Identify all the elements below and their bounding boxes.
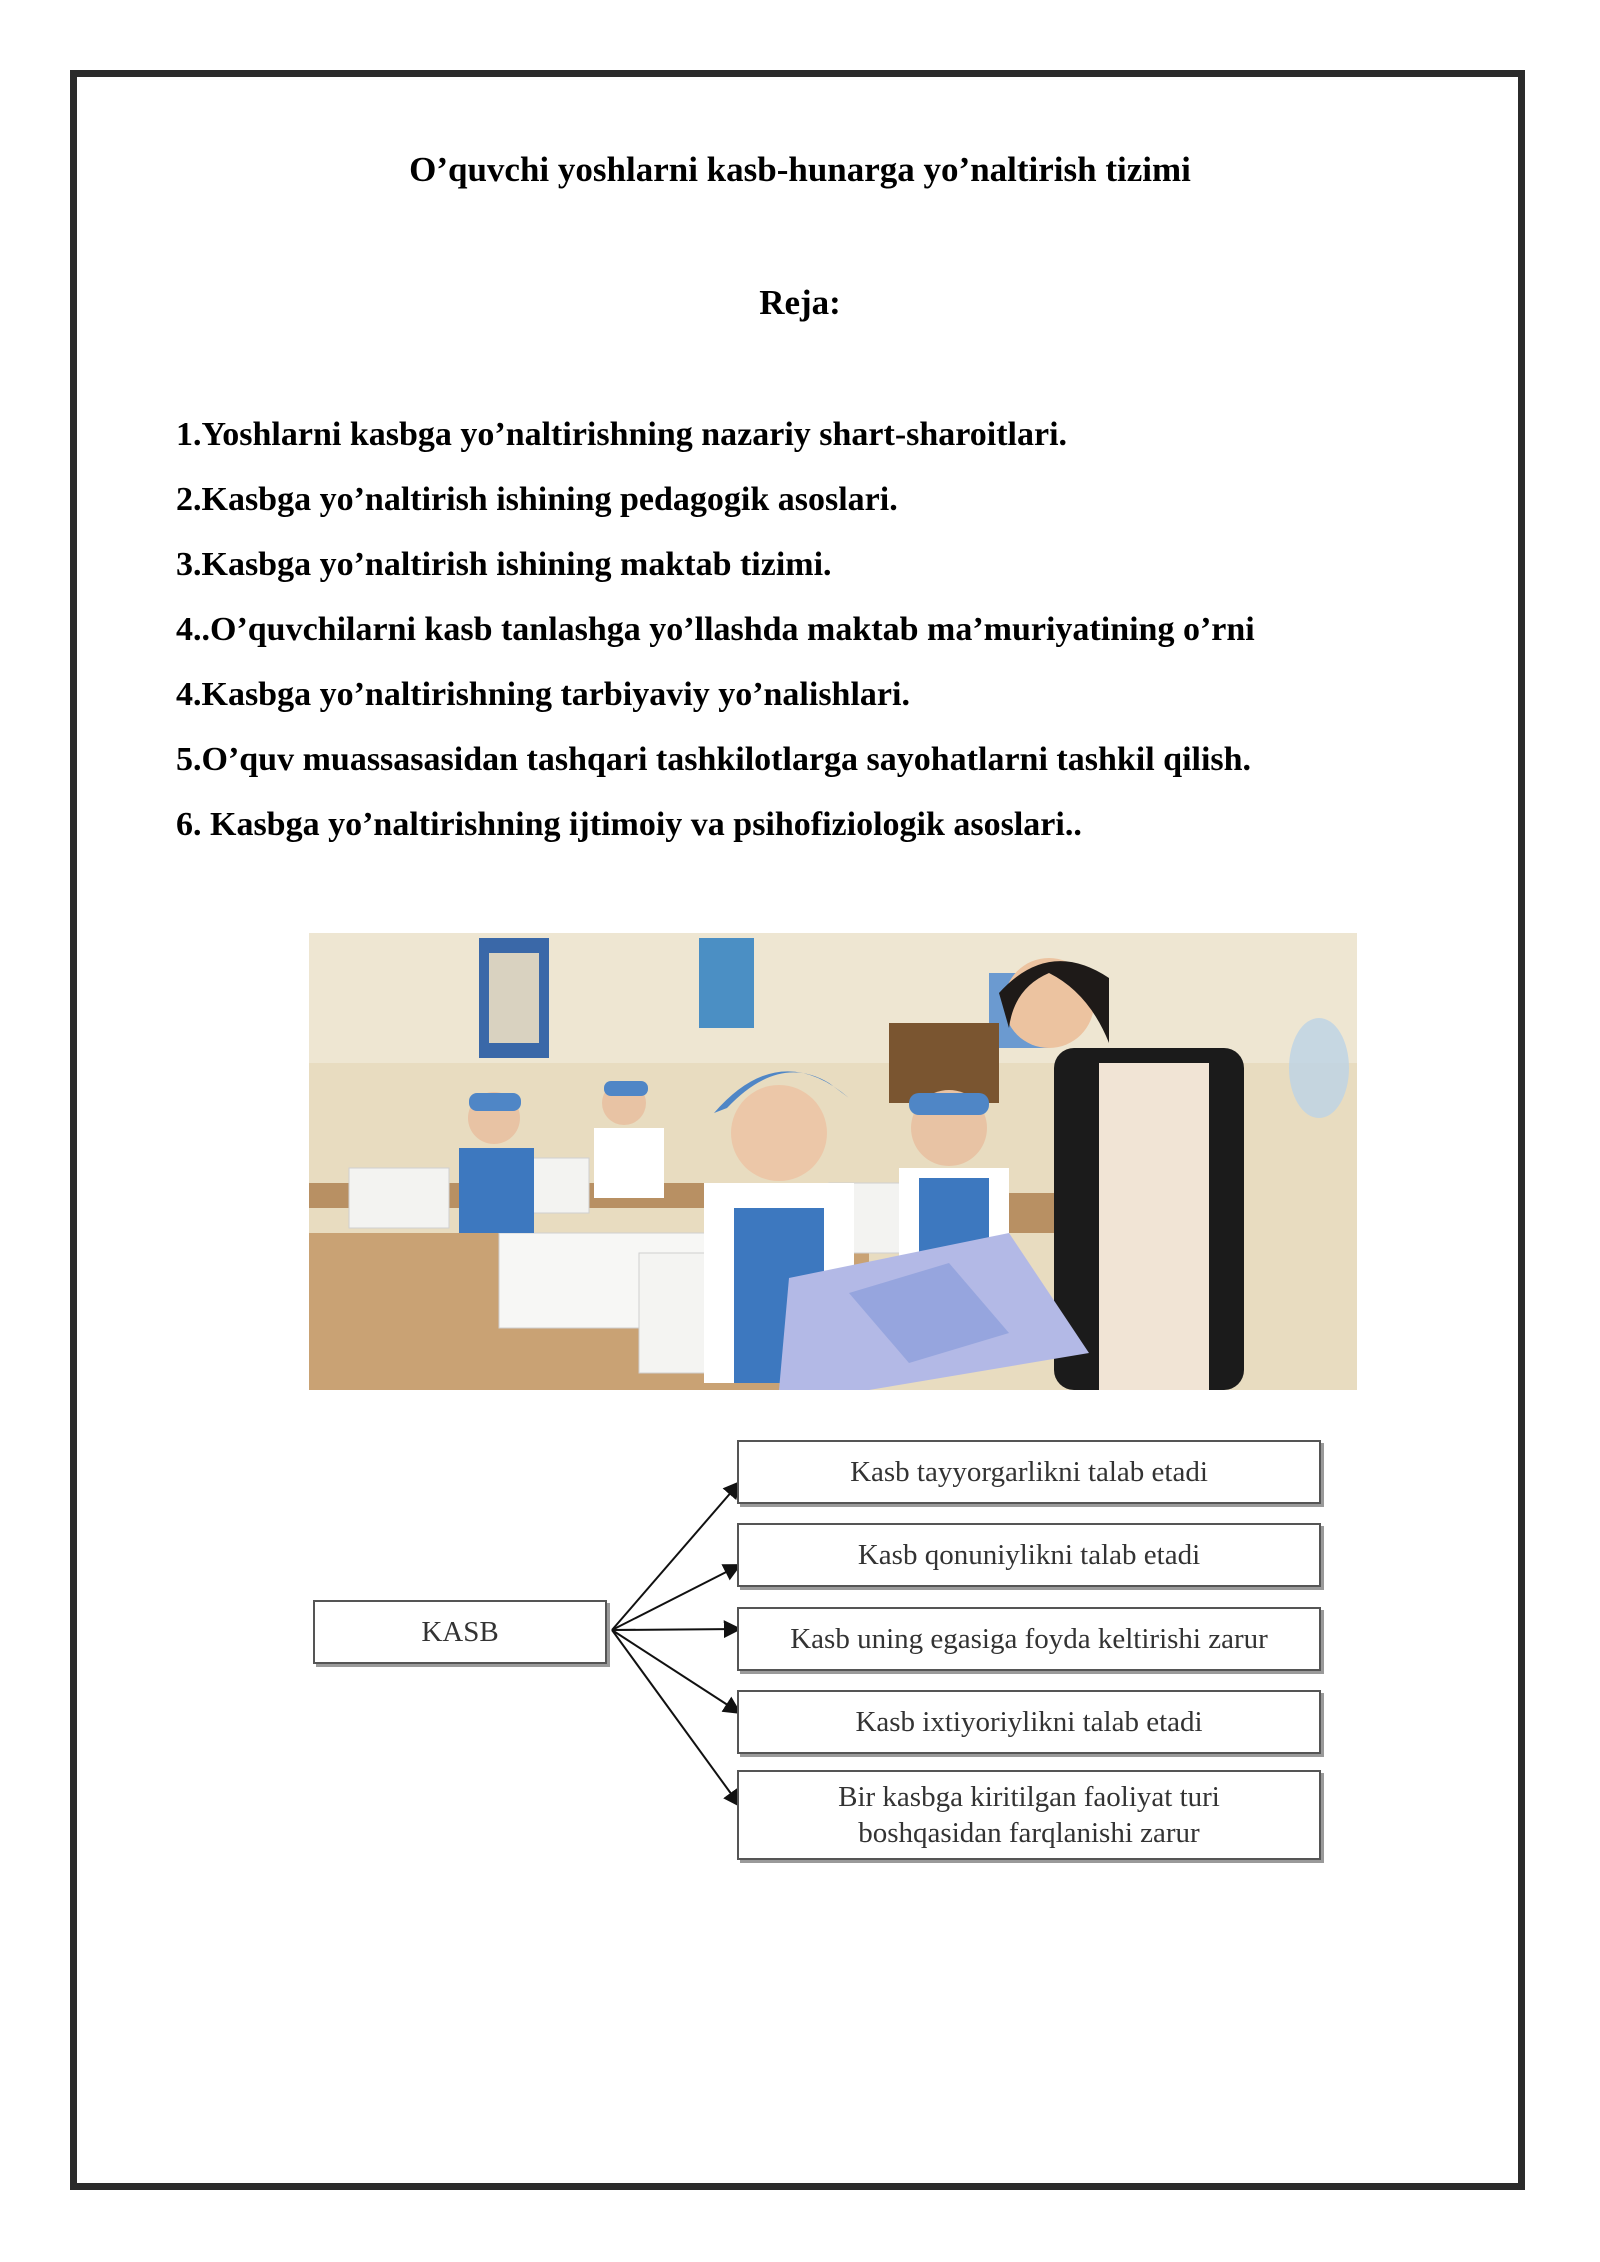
plan-item: 5.O’quv muassasasidan tashqari tashkilotlarga sayohatlarni tashkil qilish.	[176, 741, 1252, 778]
plan-item: 3.Kasbga yo’naltirish ishining maktab tizimi.	[176, 546, 832, 583]
plan-item: 4.Kasbga yo’naltirishning tarbiyaviy yo’nalishlari.	[176, 676, 910, 713]
connector-arrow	[612, 1630, 740, 1713]
plan-item: 1.Yoshlarni kasbga yo’naltirishning nazariy shart-sharoitlari.	[176, 416, 1068, 453]
diagram-branch-box: Kasb qonuniylikni talab etadi	[737, 1523, 1321, 1587]
kasb-root-box: KASB	[313, 1600, 607, 1664]
plan-item: 2.Kasbga yo’naltirish ishining pedagogik asoslari.	[176, 481, 898, 518]
classroom-photo	[309, 933, 1357, 1390]
connector-arrow	[612, 1565, 740, 1630]
diagram-branch-box: Kasb tayyorgarlikni talab etadi	[737, 1440, 1321, 1504]
connector-arrow	[612, 1482, 740, 1630]
plan-heading: Reja:	[759, 283, 841, 322]
connector-arrow	[612, 1630, 740, 1806]
diagram-branch-box: Kasb uning egasiga foyda keltirishi zarur	[737, 1607, 1321, 1671]
document-title: O’quvchi yoshlarni kasb-hunarga yo’naltirish tizimi	[409, 150, 1191, 189]
plan-list	[176, 410, 1255, 865]
connector-arrow	[612, 1629, 740, 1630]
diagram-branch-box: Kasb ixtiyoriylikni talab etadi	[737, 1690, 1321, 1754]
diagram-branch-box: Bir kasbga kiritilgan faoliyat turi boshqasidan farqlanishi zarur	[737, 1770, 1321, 1860]
plan-item: 6. Kasbga yo’naltirishning ijtimoiy va psihofiziologik asoslari..	[176, 806, 1082, 843]
kasb-diagram	[300, 1420, 1340, 1880]
plan-item: 4..O’quvchilarni kasb tanlashga yo’llashda maktab ma’muriyatining o’rni	[176, 611, 1255, 648]
